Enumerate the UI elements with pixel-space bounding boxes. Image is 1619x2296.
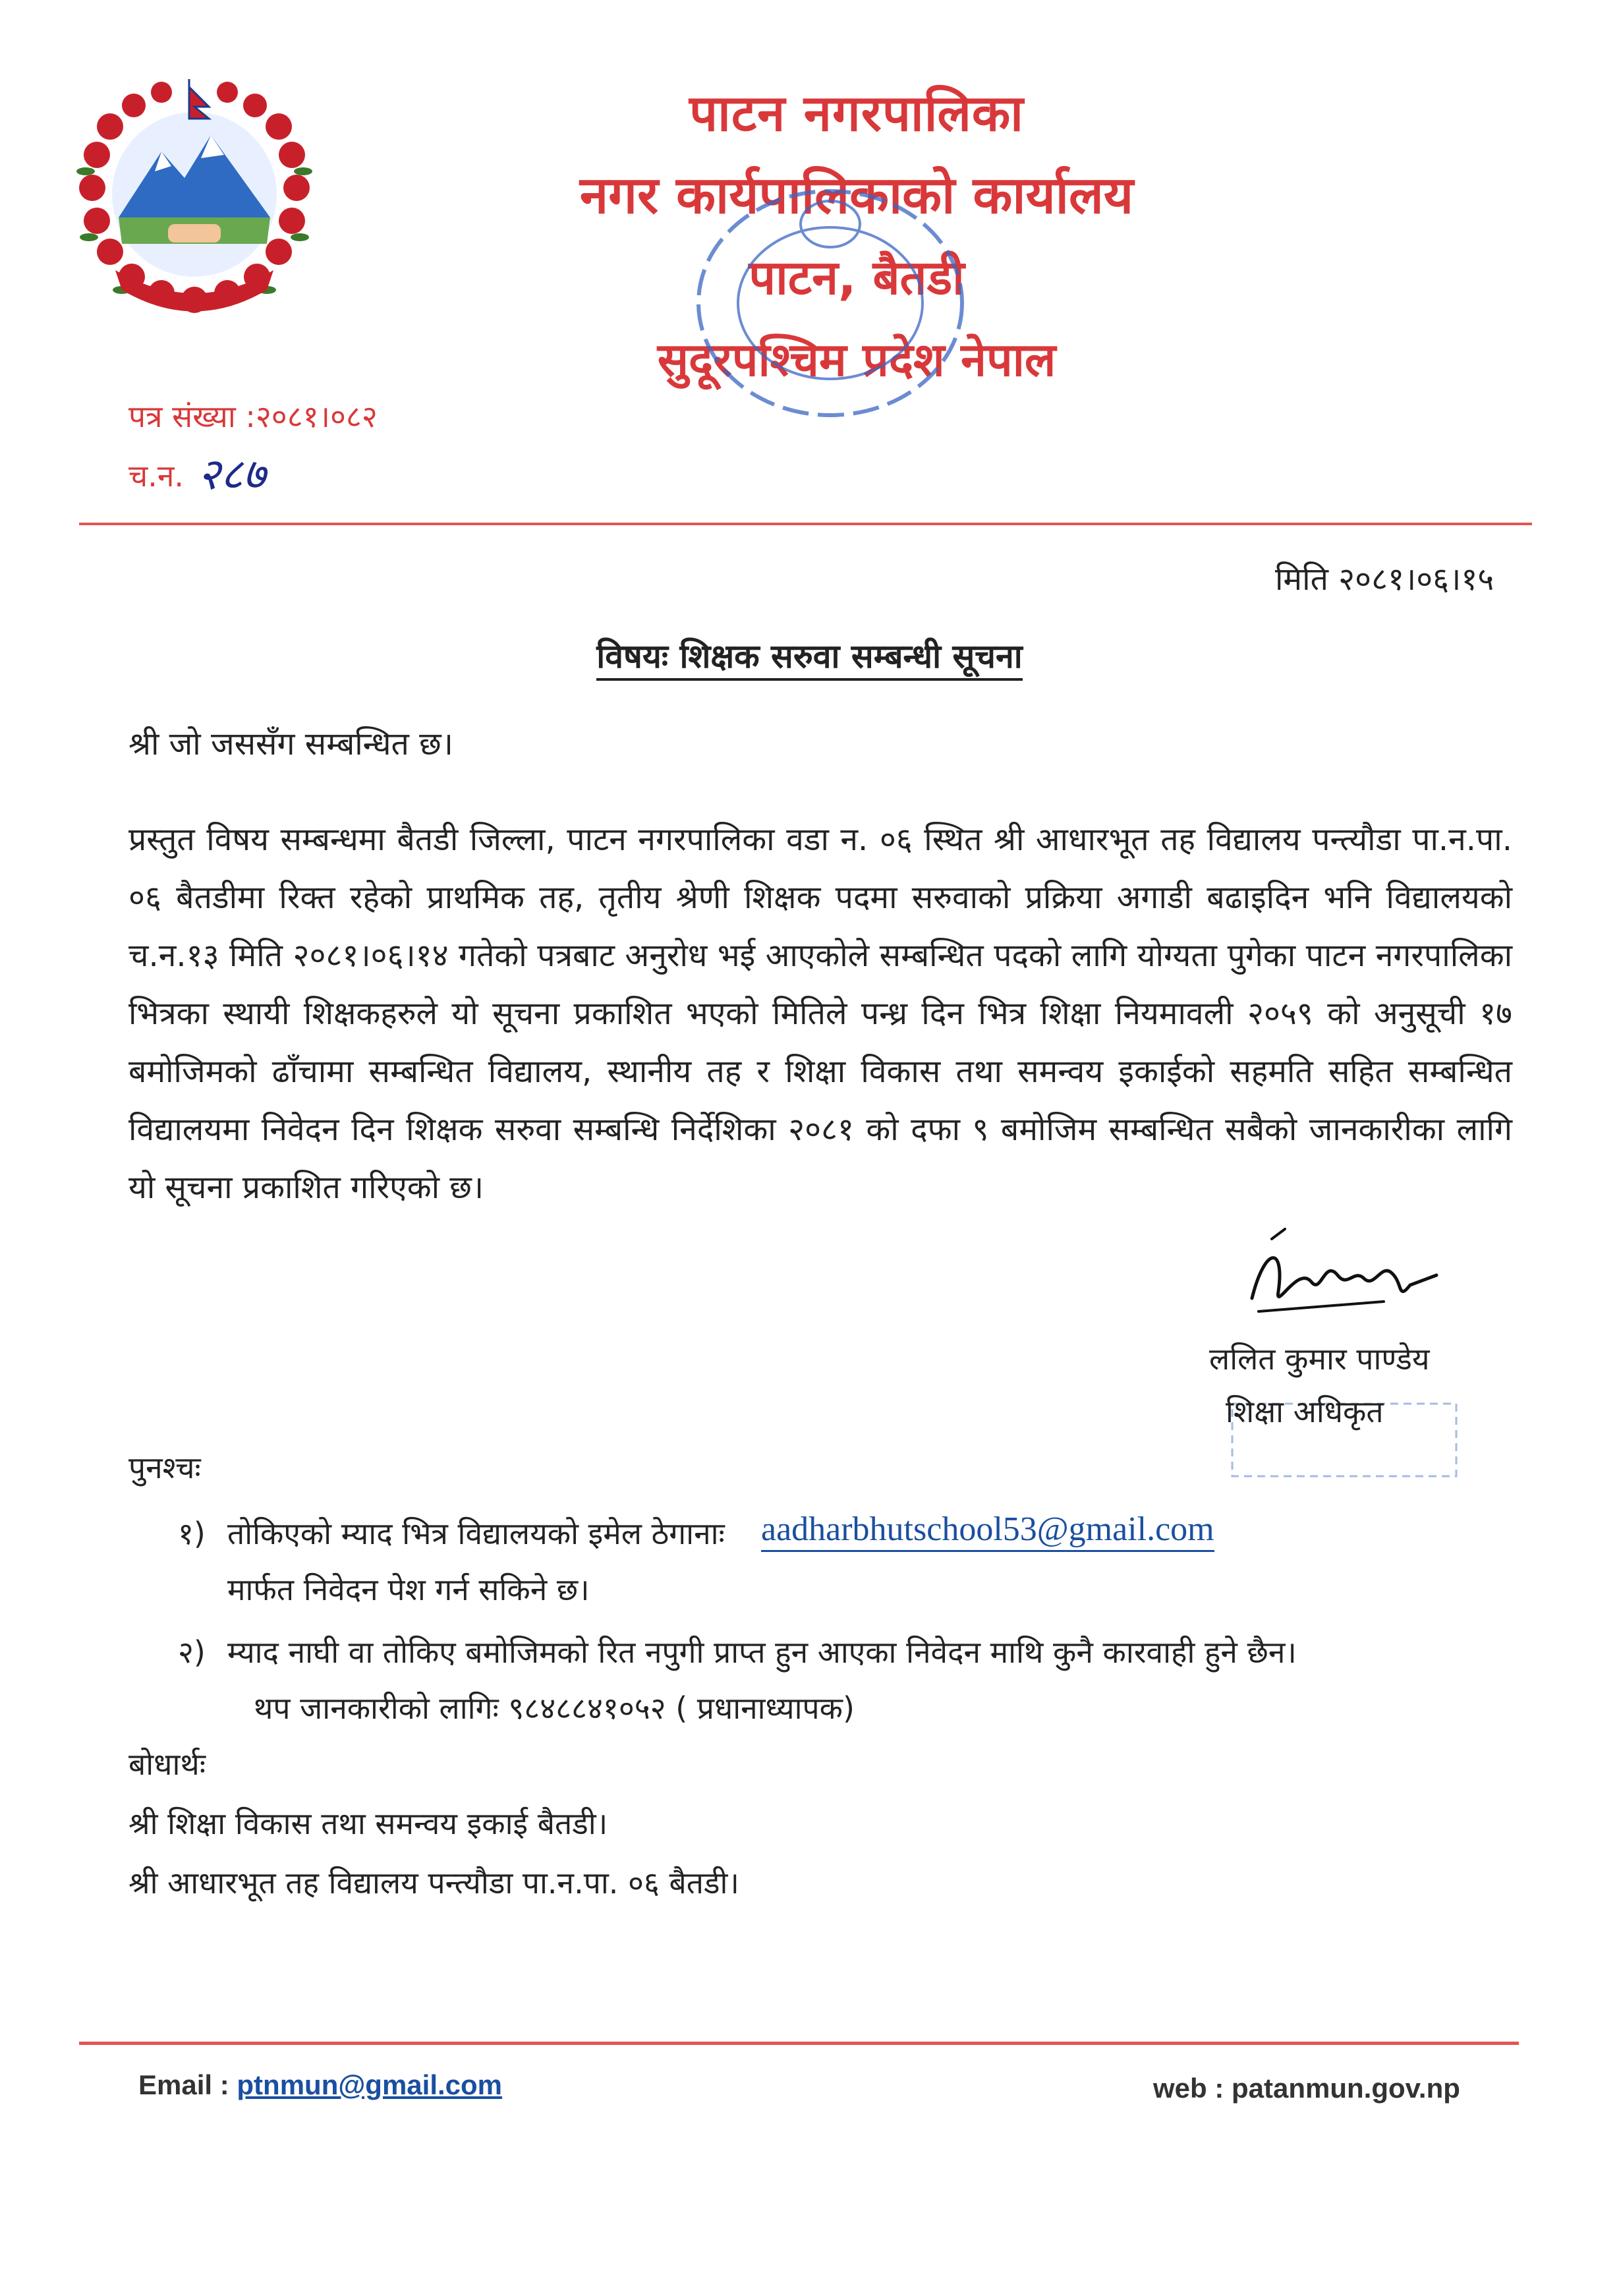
postscript-item-text: म्याद नाघी वा तोकिए बमोजिमको रित नपुगी प्राप्त हुन आएका निवेदन माथि कुनै कारवाही हुने छैन। bbox=[227, 1634, 1297, 1670]
footer-divider bbox=[79, 2042, 1519, 2045]
postscript-item-text: तोकिएको म्याद भित्र विद्यालयको इमेल ठेगानाः bbox=[227, 1516, 725, 1551]
footer-email-link[interactable]: ptnmun@gmail.com bbox=[237, 2069, 503, 2100]
footer-website bbox=[1153, 2073, 1460, 2104]
footer-email-label: Email : bbox=[138, 2069, 237, 2100]
school-email-link[interactable]: aadharbhutschool53@gmail.com bbox=[761, 1509, 1214, 1552]
office-name: नगर कार्यपालिकाको कार्यालय bbox=[579, 166, 1134, 225]
office-seal-stamp bbox=[685, 178, 975, 428]
handwritten-signature bbox=[1239, 1219, 1456, 1331]
postscript-item-continuation: मार्फत निवेदन पेश गर्न सकिने छ। bbox=[227, 1572, 590, 1607]
letter-number-label: पत्र संख्या : bbox=[128, 399, 256, 434]
letter-subject bbox=[0, 633, 1619, 677]
office-location: पाटन, बैतडी bbox=[749, 250, 965, 305]
postscript-item-number: २) bbox=[178, 1634, 206, 1670]
footer-web-link[interactable]: patanmun.gov.np bbox=[1232, 2073, 1460, 2104]
cc-recipient: श्री शिक्षा विकास तथा समन्वय इकाई बैतडी। bbox=[128, 1806, 608, 1841]
cc-recipient: श्री आधारभूत तह विद्यालय पन्त्यौडा पा.न.पा. ०६ बैतडी। bbox=[128, 1865, 739, 1901]
signatory-title: शिक्षा अधिकृत bbox=[1226, 1394, 1384, 1429]
cc-heading: बोधार्थः bbox=[128, 1746, 206, 1782]
letter-date: मिति २०८१।०६।१५ bbox=[1275, 561, 1494, 598]
letter-subject-text: विषयः शिक्षक सरुवा सम्बन्धी सूचना bbox=[596, 637, 1022, 681]
letter-number bbox=[128, 395, 378, 436]
dispatch-number-handwritten: २८७ bbox=[198, 449, 266, 500]
municipality-name: पाटन नगरपालिका bbox=[689, 84, 1024, 142]
nepal-government-emblem-icon bbox=[63, 72, 326, 323]
dispatch-number-label: च.न. bbox=[128, 458, 184, 494]
letter-number-value: २०८१।०८२ bbox=[255, 399, 378, 434]
signatory-name: ललित कुमार पाण्डेय bbox=[1209, 1341, 1430, 1377]
postscript-heading: पुनश्चः bbox=[128, 1450, 201, 1485]
postscript-item-number: १) bbox=[178, 1516, 206, 1551]
postscript-contact-info: थप जानकारीको लागिः ९८४८८४१०५२ ( प्रधानाध्यापक) bbox=[254, 1690, 855, 1726]
province-name: सुदूरपश्चिम प्रदेश नेपाल bbox=[657, 333, 1056, 387]
footer-web-label: web : bbox=[1153, 2073, 1232, 2104]
footer-email bbox=[138, 2069, 502, 2101]
salutation: श्री जो जससँग सम्बन्धित छ। bbox=[128, 726, 453, 762]
header-divider bbox=[79, 523, 1532, 525]
body-paragraph: प्रस्तुत विषय सम्बन्धमा बैतडी जिल्ला, पाटन नगरपालिका वडा न. ०६ स्थित श्री आधारभूत तह विद्यालय पन्त्यौडा पा.न.पा. ०६ बैतडीमा रिक्त रहेको प्राथमिक तह, तृतीय श्रेणी शिक्षक पदमा सरुवाको प्रक्रिया अगाडी बढाइदिन भनि विद्यालयको च.न.१३ मिति २०८१।०६।१४ गतेको पत्रबाट अनुरोध भई आएकोले सम्बन्धित पदको लागि योग्यता पुगेका पाटन नगरपालिका भित्रका स्थायी शिक्षकहरुले यो सूचना प्रकाशित भएको मितिले पन्ध्र दिन भित्र शिक्षा नियमावली २०५९ को अनुसूची १७ बमोजिमको ढाँचामा सम्बन्धित विद्यालय, स्थानीय तह र शिक्षा विकास तथा समन्वय इकाईको सहमति सहित सम्बन्धित विद्यालयमा निवेदन दिन शिक्षक सरुवा सम्बन्धि निर्देशिका २०८१ को दफा ९ बमोजिम सम्बन्धित सबैको जानकारीका लागि यो सूचना प्रकाशित गरिएको छ। bbox=[128, 821, 1513, 1206]
